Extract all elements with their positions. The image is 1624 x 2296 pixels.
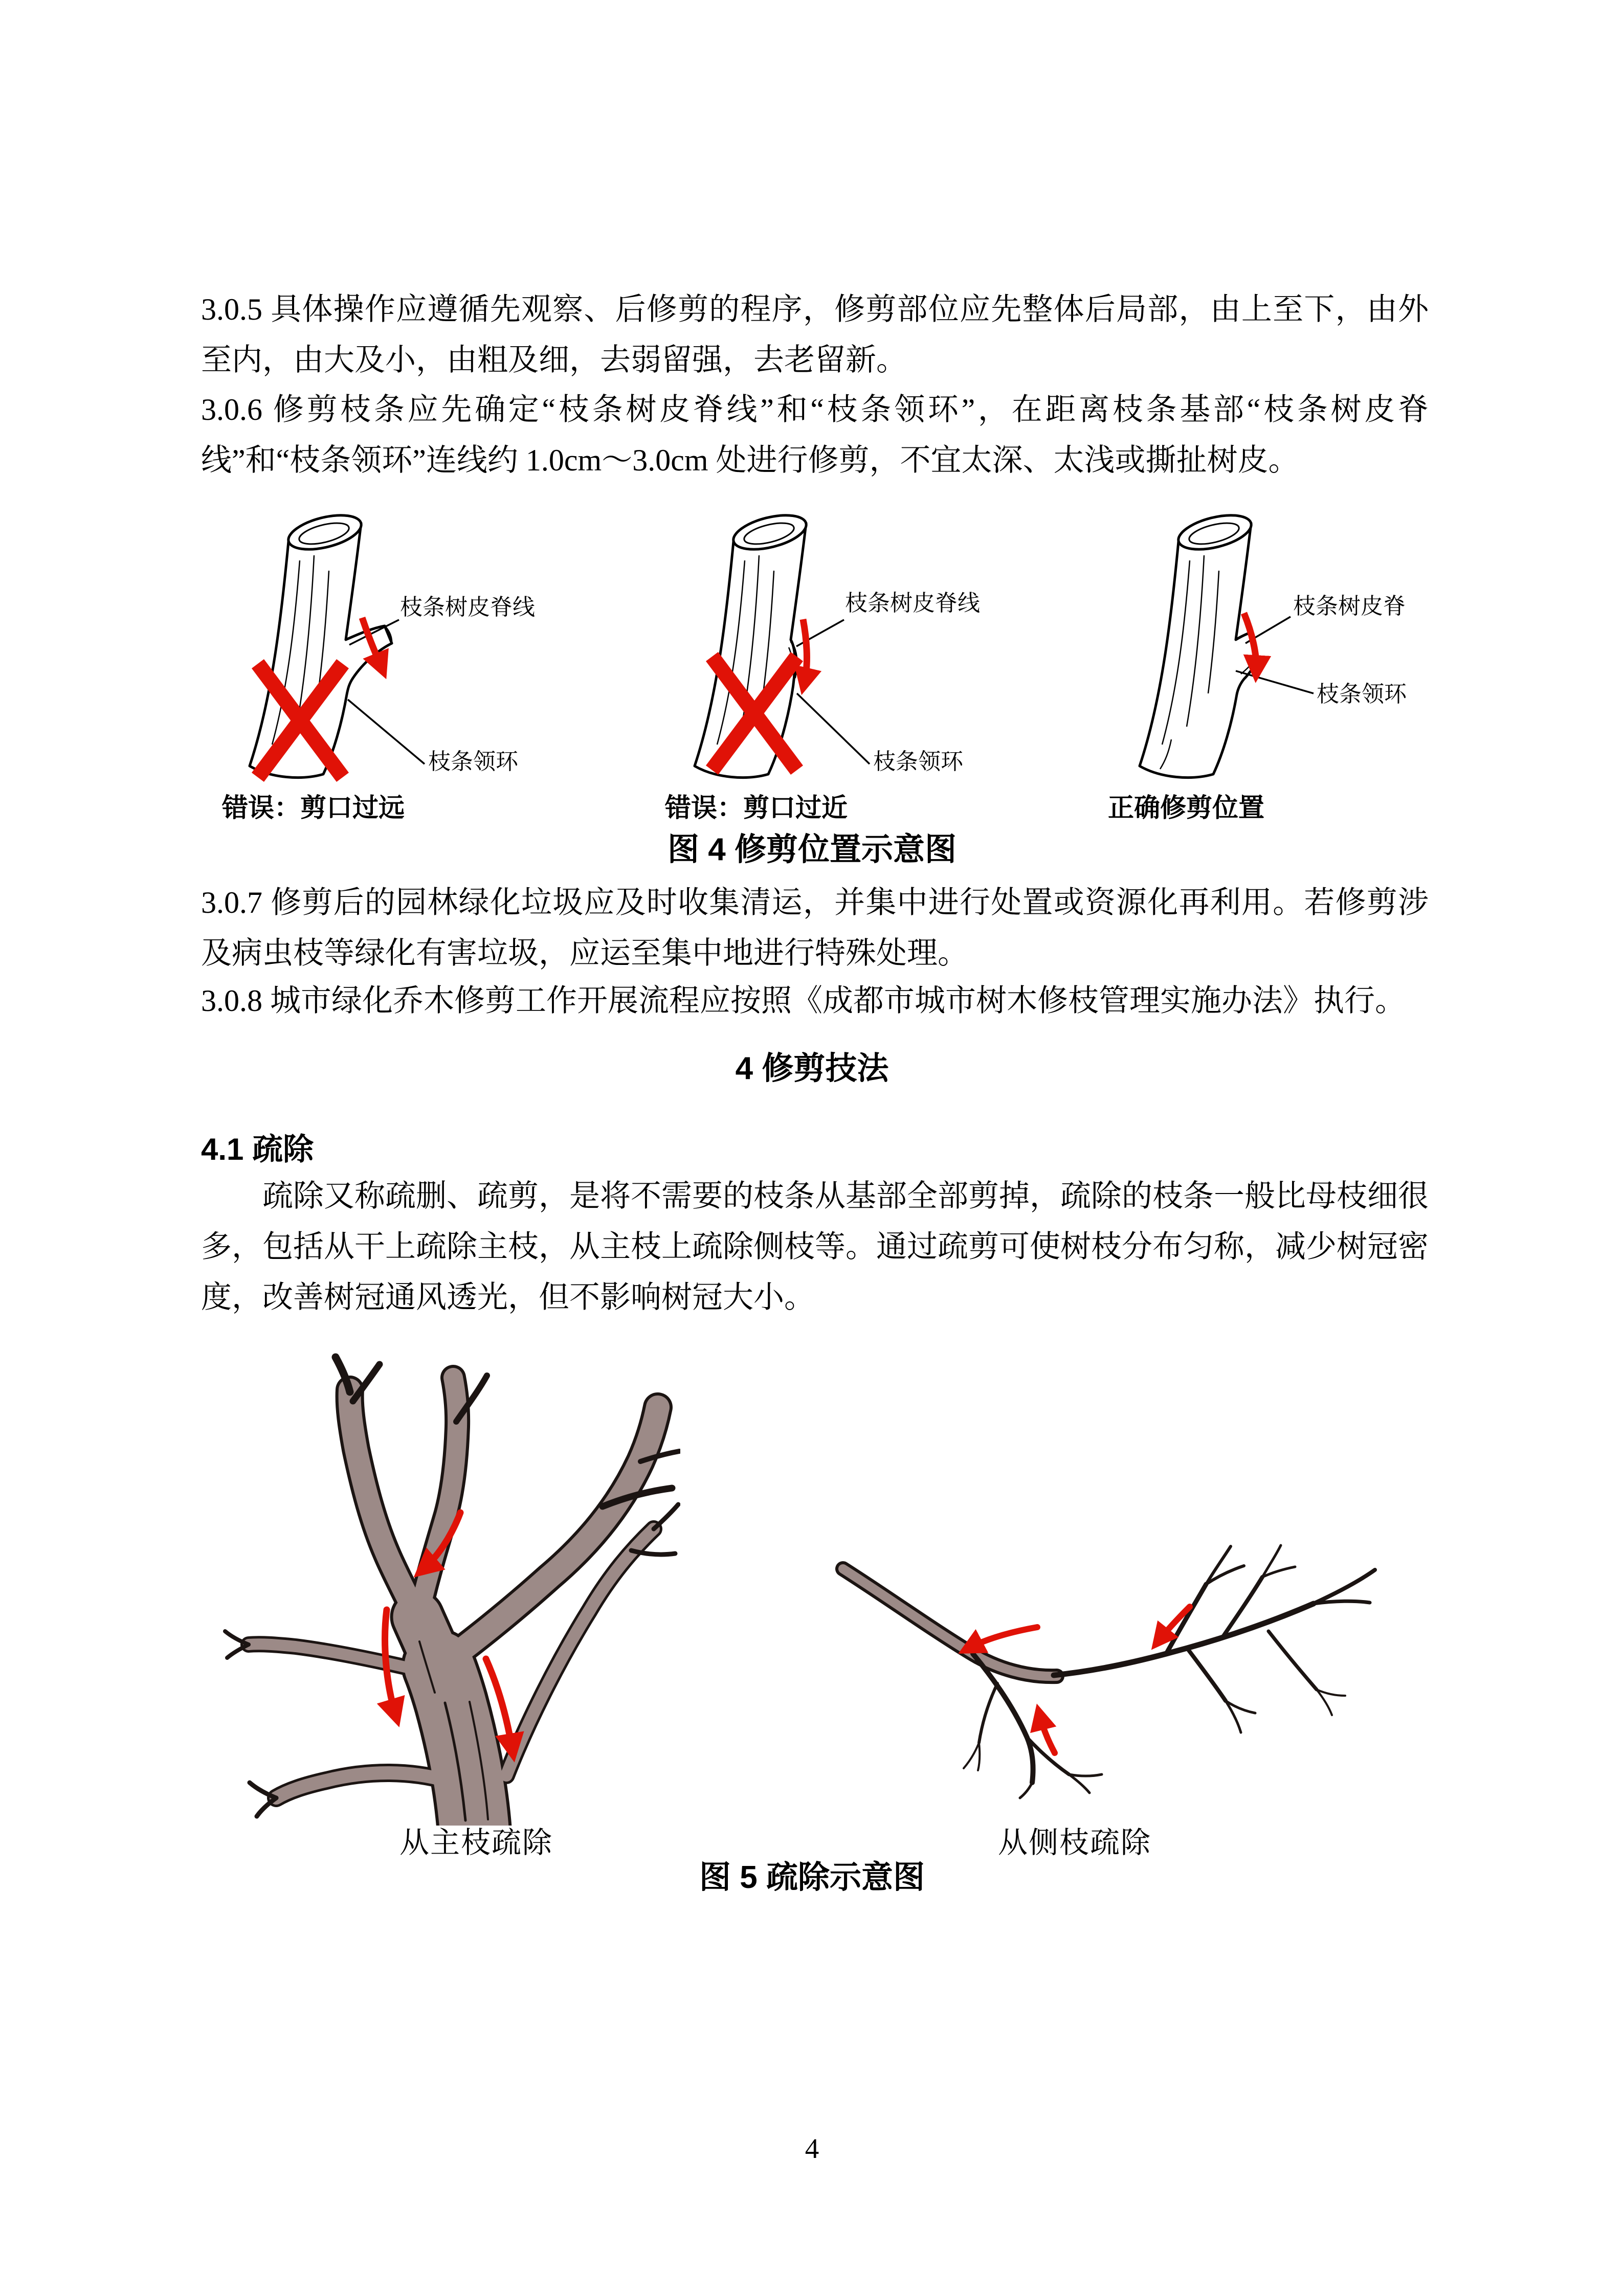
section41-body: 疏除又称疏删、疏剪，是将不需要的枝条从基部全部剪掉，疏除的枝条一般比母枝细很多，包括从干上疏除主枝，从主枝上疏除侧枝等。通过疏剪可使树枝分布匀称，减少树冠密度，改善树冠通风透光，但不影响树冠大小。 <box>201 1179 1429 1314</box>
figure4-panel-correct-position <box>1095 494 1473 826</box>
panel-caption: 错误：剪口过远 <box>222 793 405 822</box>
collar-leader-line <box>348 700 425 764</box>
trunk-outline <box>1140 523 1257 778</box>
collar-label: 枝条领环 <box>428 749 518 774</box>
section41-heading: 4.1 疏除 <box>201 1132 314 1166</box>
branch-stub-illustration <box>205 494 583 791</box>
branch-stub-illustration <box>1095 494 1473 791</box>
paragraph-3-0-7: 3.0.7 修剪后的园林绿化垃圾应及时收集清运，并集中进行处置或资源化再利用。若修剪涉及病虫枝等绿化有害垃圾，应运至集中地进行特殊处理。 <box>201 886 1429 970</box>
figure4-title: 图 4 修剪位置示意图 <box>668 832 956 867</box>
collar-label: 枝条领环 <box>873 749 963 774</box>
ridge-label: 枝条树皮脊线 <box>845 591 980 616</box>
red-arrow-icon <box>803 619 807 684</box>
page-number: 4 <box>805 2133 819 2164</box>
figure5-left-tree-illustration <box>220 1335 680 1826</box>
paragraph-3-0-5: 3.0.5 具体操作应遵循先观察、后修剪的程序，修剪部位应先整体后局部，由上至下，由外至内，由大及小，由粗及细，去弱留强，去老留新。 <box>201 292 1429 377</box>
section4-heading: 4 修剪技法 <box>735 1051 889 1086</box>
paragraph-3-0-8: 3.0.8 城市绿化乔木修剪工作开展流程应按照《成都市城市树木修枝管理实施办法》执行。 <box>201 984 1406 1018</box>
paragraph-3-0-6: 3.0.6 修剪枝条应先确定“枝条树皮脊线”和“枝条领环”，在距离枝条基部“枝条树皮脊线”和“枝条领环”连线约 1.0cm～3.0cm 处进行修剪，不宜太深、太浅或撕扯树皮。 <box>201 393 1429 477</box>
red-pruning-arrows <box>968 1607 1190 1753</box>
collar-label: 枝条领环 <box>1317 682 1407 707</box>
tree-branches <box>249 1378 658 1826</box>
figure5-title: 图 5 疏除示意图 <box>699 1860 925 1895</box>
figure4-panel-cut-too-close <box>650 494 1028 826</box>
collar-leader-line <box>797 693 870 764</box>
panel-caption: 正确修剪位置 <box>1108 793 1265 822</box>
branch-stub-illustration <box>650 494 1028 791</box>
figure5-right-caption: 从侧枝疏除 <box>998 1826 1152 1859</box>
panel-caption: 错误：剪口过近 <box>665 793 848 822</box>
figure5-right-tree-illustration <box>829 1509 1391 1800</box>
collar-leader-line <box>1236 671 1314 693</box>
ridge-label: 枝条树皮脊 <box>1293 594 1406 619</box>
figure4-panel-cut-too-far <box>205 494 583 826</box>
figure5-left-caption: 从主枝疏除 <box>399 1826 553 1859</box>
main-branch <box>843 1569 1057 1676</box>
ridge-label: 枝条树皮脊线 <box>400 595 535 620</box>
